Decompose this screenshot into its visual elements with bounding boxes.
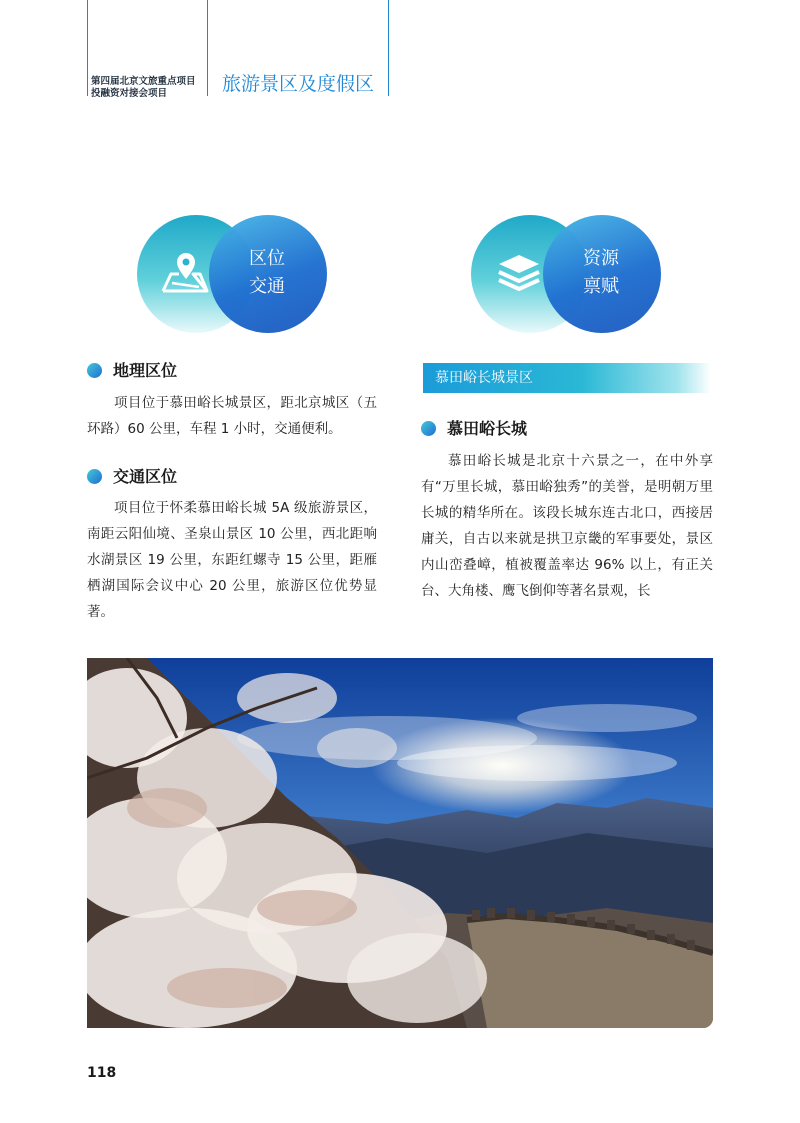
- mutianyu-paragraph: 慕田峪长城是北京十六景之一，在中外享有“万里长城，慕田峪独秀”的美誉，是明朝万里长城的精华所在。该段长城东连古北口，西接居庸关，自古以来就是拱卫京畿的军事要处，景区内山峦叠嶂，植被覆盖率达 96% 以上，有正关台、大角楼、鹰飞倒仰等著名景观，长: [421, 453, 713, 599]
- map-pin-icon: [159, 247, 211, 299]
- badge-line2: 交通: [249, 276, 285, 297]
- badge-text: [566, 245, 636, 301]
- geo-paragraph: 项目位于慕田峪长城景区，距北京城区（五环路）60 公里，车程 1 小时，交通便利。: [87, 395, 377, 437]
- traffic-heading: 交通区位: [87, 466, 177, 488]
- header-series: [91, 76, 196, 100]
- header-divider-middle: [207, 0, 208, 96]
- header-series-line1: 第四届北京文旅重点项目: [91, 76, 196, 87]
- layers-icon: [493, 247, 545, 299]
- badge-line1: 资源: [583, 248, 619, 269]
- great-wall-photo: [87, 658, 713, 1028]
- traffic-paragraph: 项目位于怀柔慕田峪长城 5A 级旅游景区，南距云阳仙境、圣泉山景区 10 公里，西北距响水湖景区 19 公里，东距红螺寺 15 公里，距雁栖湖国际会议中心 20 公里，旅游区位优势显著。: [87, 500, 377, 620]
- mutianyu-heading: 慕田峪长城: [421, 418, 527, 440]
- location-traffic-badge: [137, 215, 337, 335]
- badge-text: [232, 245, 302, 301]
- great-wall-photo-illustration: [87, 658, 713, 1028]
- page-number: 118: [87, 1065, 117, 1081]
- resources-badge: [471, 215, 671, 335]
- badge-line2: 禀赋: [583, 276, 619, 297]
- scenic-area-banner: 慕田峪长城景区: [423, 363, 711, 393]
- header-divider-left: [87, 0, 88, 96]
- header-divider-right: [388, 0, 389, 96]
- section-title: 旅游景区及度假区: [222, 73, 375, 95]
- geo-heading: 地理区位: [87, 360, 177, 382]
- badge-line1: 区位: [249, 248, 285, 269]
- header-series-line2: 投融资对接会项目: [91, 88, 168, 99]
